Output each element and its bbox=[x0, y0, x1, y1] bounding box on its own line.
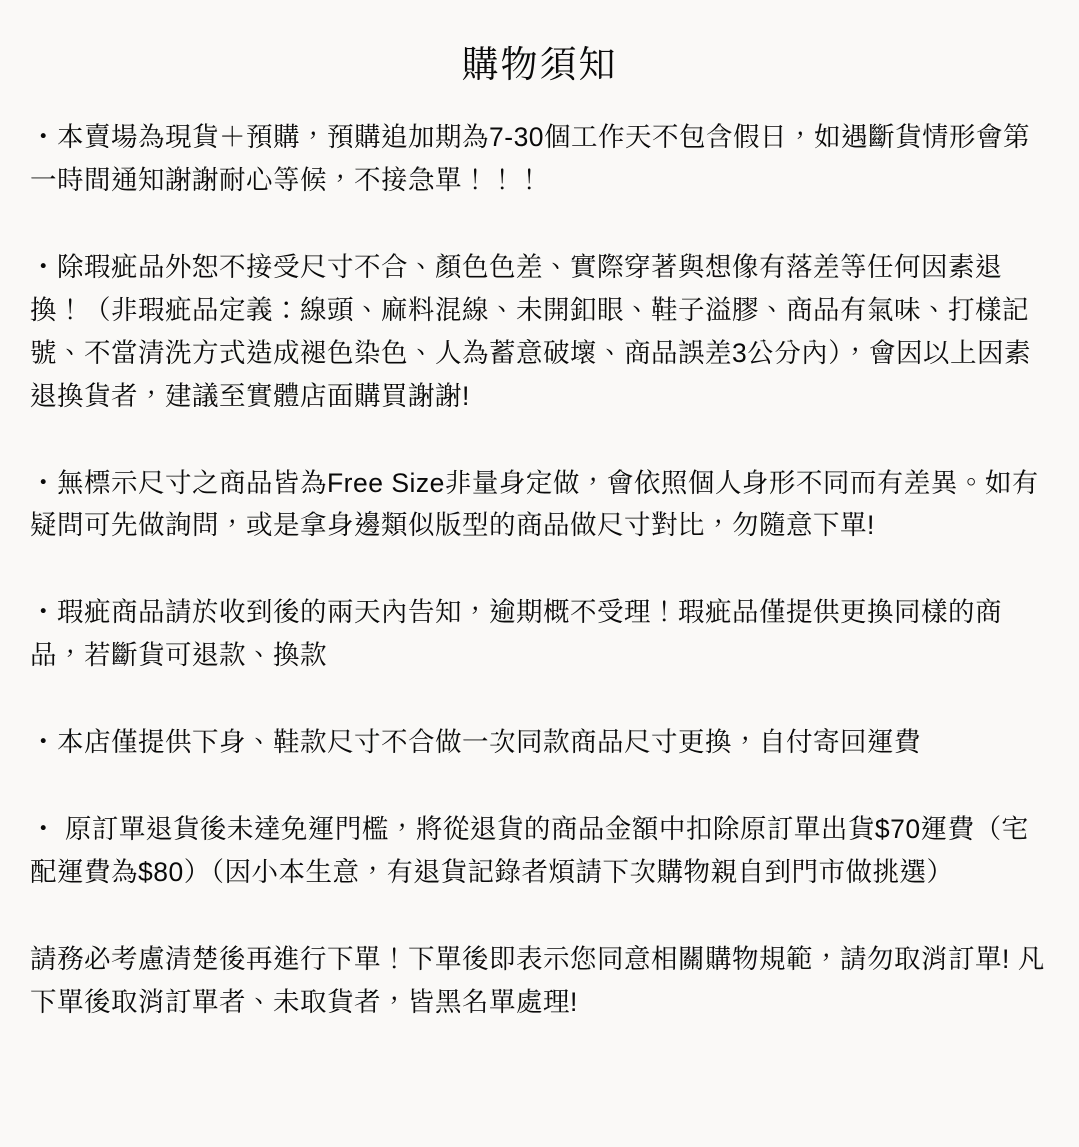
notice-paragraph-defect-report: ・瑕疵商品請於收到後的兩天內告知，逾期概不受理！瑕疵品僅提供更換同樣的商品，若斷貨可退款、換款 bbox=[30, 597, 1002, 671]
notice-paragraph-final-warning: 請務必考慮清楚後再進行下單！下單後即表示您同意相關購物規範，請勿取消訂單! 凡下單後取消訂單者、未取貨者，皆黑名單處理! bbox=[30, 943, 1045, 1017]
notice-paragraph-size-exchange: ・本店僅提供下身、鞋款尺寸不合做一次同款商品尺寸更換，自付寄回運費 bbox=[30, 727, 921, 758]
page-title: 購物須知 bbox=[461, 44, 618, 85]
notice-paragraph-free-size: ・無標示尺寸之商品皆為Free Size非量身定做，會依照個人身形不同而有差異。如有疑問可先做詢問，或是拿身邊類似版型的商品做尺寸對比，勿隨意下單! bbox=[30, 467, 1039, 541]
notice-paragraph-shipping-fee: ・ 原訂單退貨後未達免運門檻，將從退貨的商品金額中扣除原訂單出貨$70運費（宅配運費為$80）（因小本生意，有退貨記錄者煩請下次購物親自到門市做挑選） bbox=[30, 814, 1029, 888]
notice-paragraph-preorder: ・本賣場為現貨＋預購，預購追加期為7-30個工作天不包含假日，如遇斷貨情形會第一時間通知謝謝耐心等候，不接急單！！！ bbox=[30, 122, 1031, 195]
notice-paragraph-return-policy: ・除瑕疵品外恕不接受尺寸不合、顏色色差、實際穿著與想像有落差等任何因素退換！（非瑕疵品定義：線頭、麻料混線、未開釦眼、鞋子溢膠、商品有氣味、打樣記號、不當清洗方式造成褪色染色、人為蓄意破壞、商品誤差3公分內），會因以上因素退換貨者，建議至實體店面購買謝謝! bbox=[30, 251, 1031, 411]
